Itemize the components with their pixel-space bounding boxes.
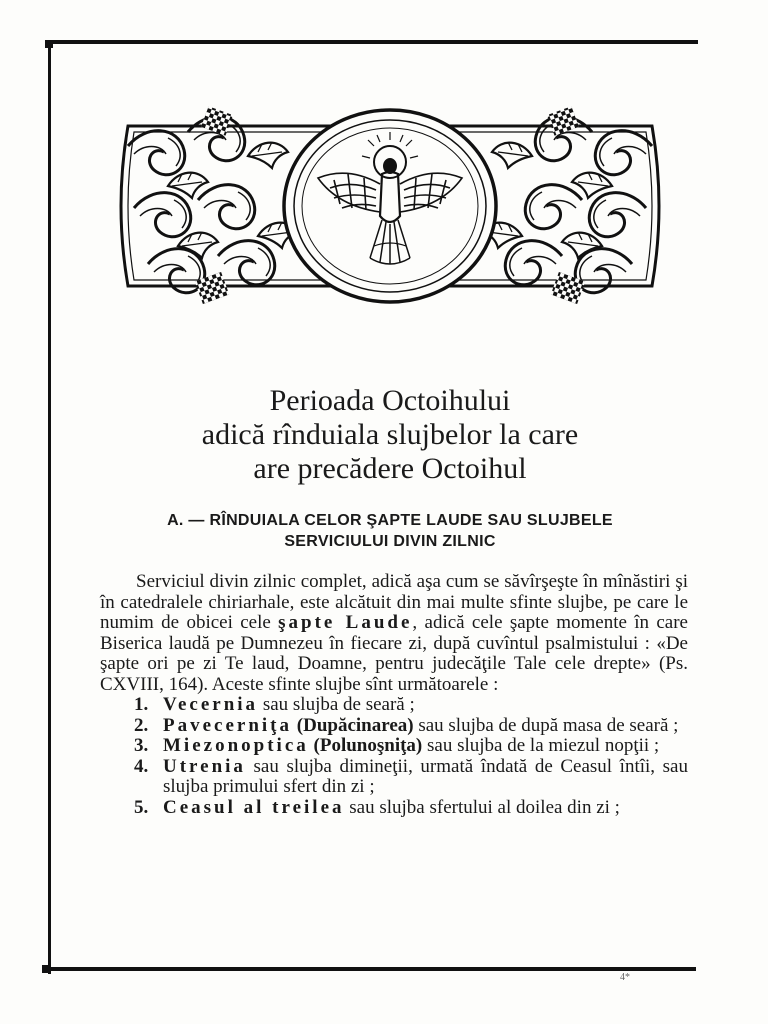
dove-ornament-headpiece: [108, 96, 672, 316]
title-line-3: are precădere Octoihul: [253, 452, 527, 485]
title-line-2: adică rînduiala slujbelor la care: [201, 418, 579, 451]
signature-mark: 4*: [620, 972, 630, 983]
item-description: sau slujba dimineţii, urmată îndată de Ceasul întîi, sau slujba primului sfert din zi ;: [163, 755, 688, 797]
item-number: 5.: [134, 796, 149, 818]
intro-emphasis: şapte Laude: [278, 612, 413, 633]
item-alt-name: (Dupăcinarea): [292, 714, 414, 736]
item-number: 3.: [134, 735, 149, 756]
item-number: 2.: [134, 714, 149, 736]
item-description: sau slujba sfertului al doilea din zi ;: [344, 796, 620, 818]
corner-mark-top: [45, 40, 53, 48]
item-number: 4.: [134, 755, 149, 777]
item-description: sau slujba de după masa de seară ;: [413, 714, 679, 736]
frame-bottom-rule: [44, 967, 696, 971]
item-name: Vecernia: [163, 694, 259, 715]
section-heading: [100, 510, 680, 552]
item-description: sau slujba de seară ;: [258, 694, 415, 715]
list-item: [100, 736, 688, 757]
list-item: [100, 695, 688, 716]
intro-text-2: , adică cele şapte momente în care Biserica laudă pe Dumnezeu în fiecare zi, după cuvîntul psalmistului : «De şapte ori pe zi Te laud, Doamne, pentru judecăţile Tale cele drepte» (Ps. CXVIII, 164). Aceste sfinte slujbe sînt următoarele :: [100, 612, 688, 695]
item-name: Utrenia: [163, 755, 246, 777]
list-item: [100, 757, 688, 798]
hours-list: [100, 695, 688, 818]
item-alt-name: (Polunoşniţa): [308, 735, 423, 756]
intro-text-1: Serviciul divin zilnic complet, adică aşa cum se săvîrşeşte în mînăstiri şi în catedralele chiriarhale, este alcătuit din mai multe sfinte slujbe, pe care le numim de obicei cele: [100, 571, 688, 633]
title-line-1: Perioada Octoihului: [269, 384, 511, 417]
item-description: sau slujba de la miezul nopţii ;: [422, 735, 660, 756]
list-item: [100, 798, 688, 819]
section-heading-line-1: A. — RÎNDUIALA CELOR ŞAPTE LAUDE SAU SLUJBELE: [167, 512, 613, 529]
intro-paragraph: [100, 572, 688, 695]
section-heading-line-2: SERVICIULUI DIVIN ZILNIC: [284, 533, 496, 550]
item-name: Miezonoptica: [163, 735, 309, 756]
frame-left-rule: [48, 40, 51, 974]
item-name: Pavecerniţa: [163, 714, 293, 736]
list-item: [100, 716, 688, 737]
frame-top-rule: [48, 40, 698, 44]
item-name: Ceasul al treilea: [163, 796, 345, 818]
body-text: [100, 572, 688, 818]
chapter-title: [100, 384, 680, 486]
item-number: 1.: [134, 694, 149, 715]
corner-mark-bottom: [42, 965, 50, 973]
